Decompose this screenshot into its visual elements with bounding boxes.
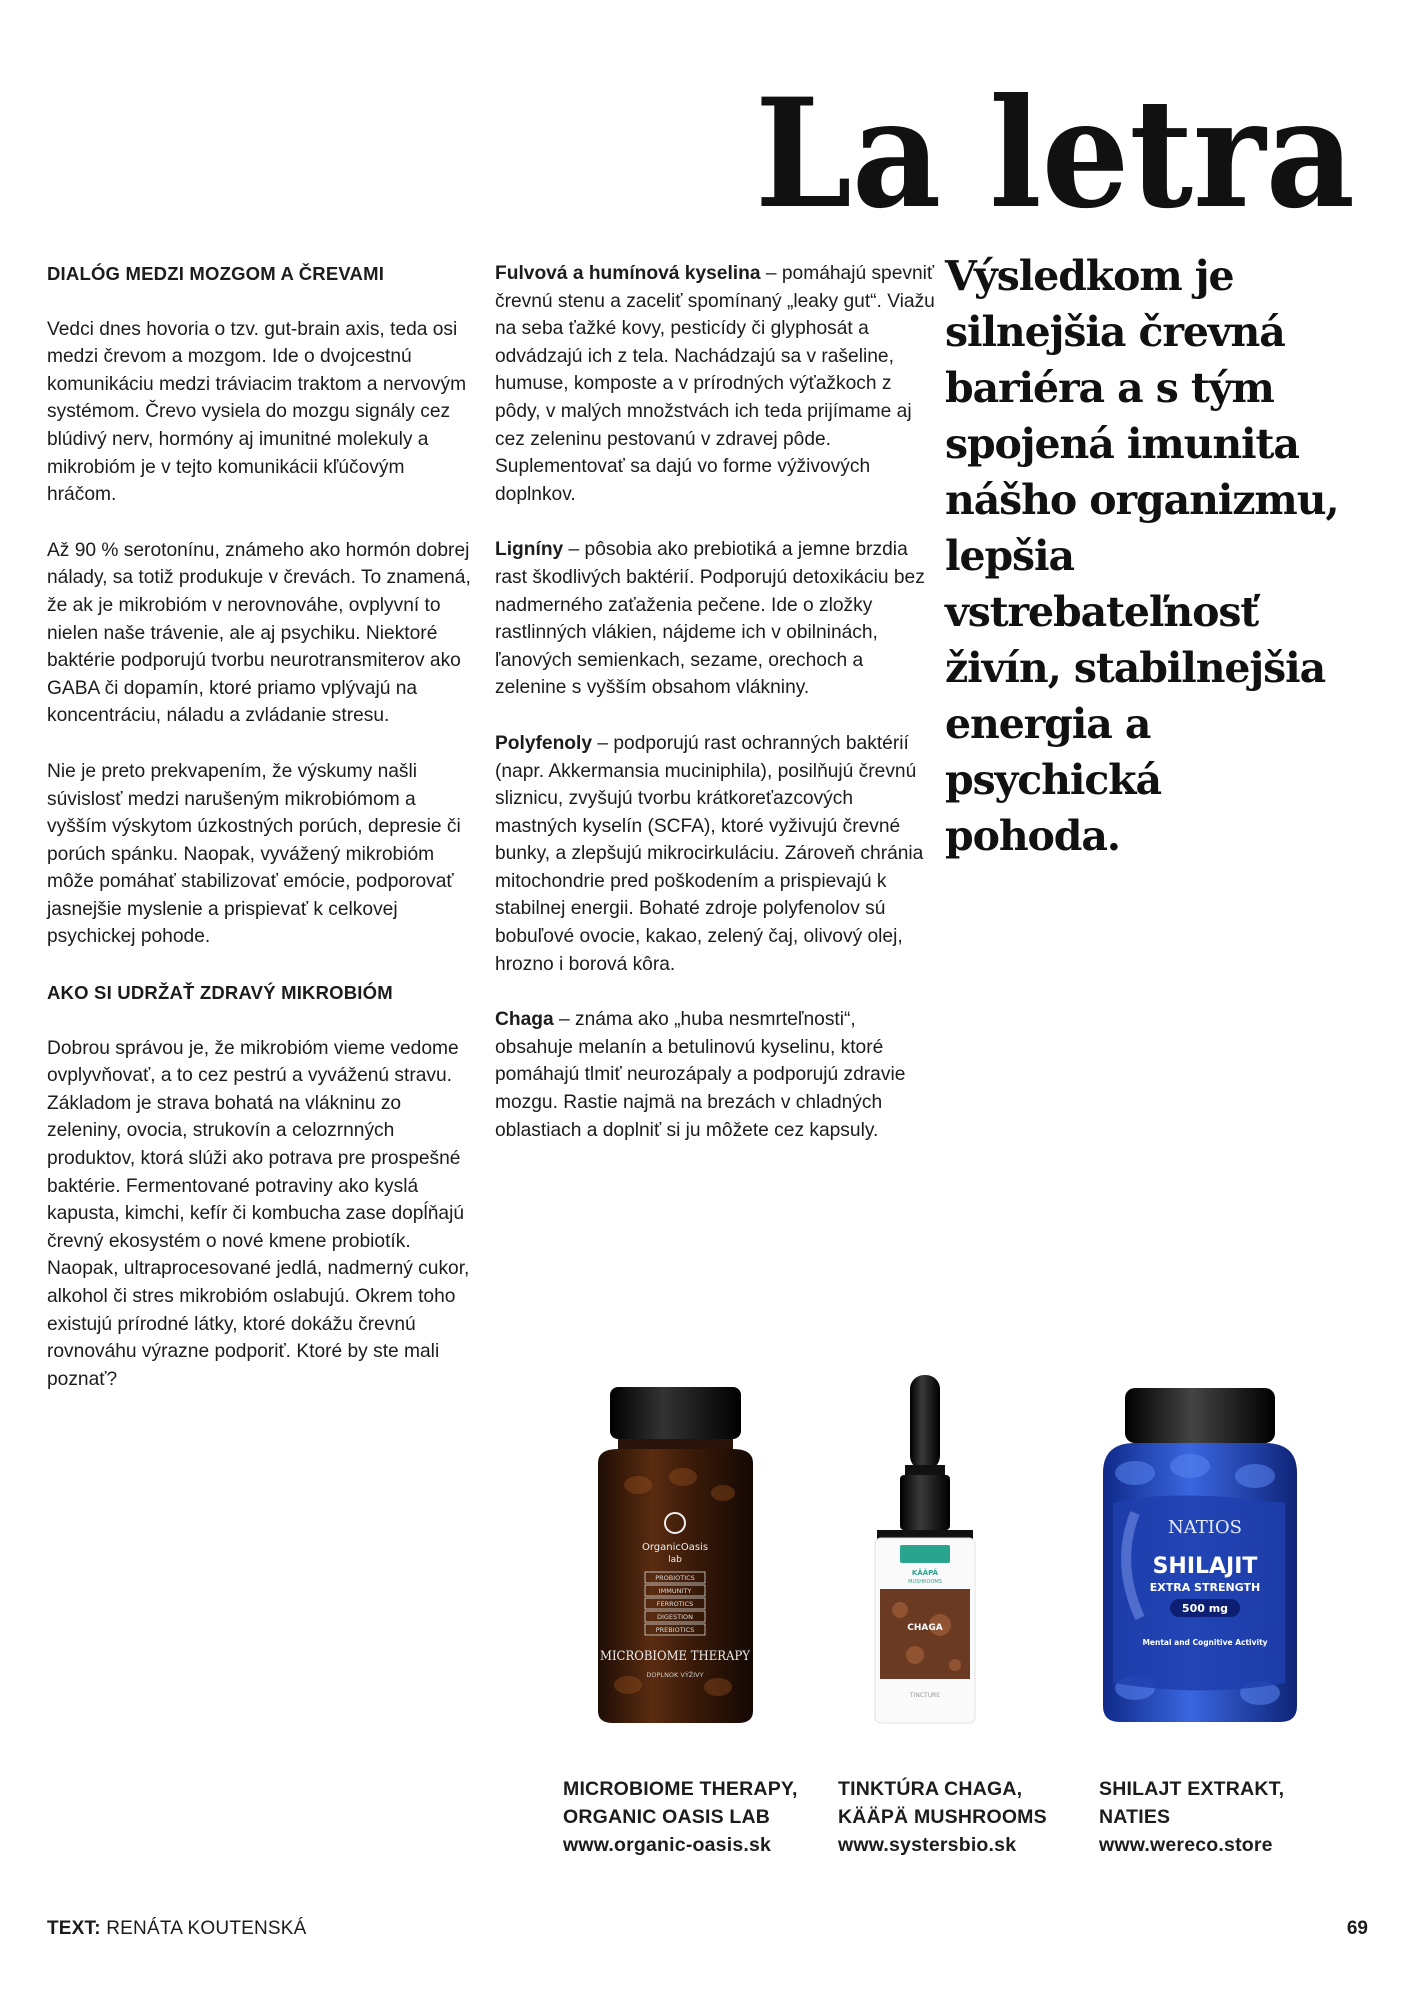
product-name: SHILAJT EXTRAKT,	[1099, 1778, 1285, 1800]
label-sub: lab	[668, 1555, 682, 1565]
label-list-item: IMMUNITY	[658, 1587, 692, 1595]
product-url[interactable]: www.systersbio.sk	[838, 1834, 1017, 1856]
product-brand: NATIES	[1099, 1806, 1171, 1828]
substance-text: – pôsobia ako prebiotiká a jemne brzdia rast škodlivých baktérií. Podporujú detoxikáciu bez nadmerného zaťaženia pečene. Ide o zložky rastlinných vlákien, nájdeme ich v obilninách, ľanových semienkach, sezame, orechoch a zelenine s vyšším obsahom vlákniny.	[495, 539, 925, 699]
label-brand: NATIOS	[1168, 1517, 1242, 1538]
label-dose: 500 mg	[1181, 1602, 1229, 1615]
product-brand: ORGANIC OASIS LAB	[563, 1806, 771, 1828]
substance-item	[495, 260, 935, 508]
author-credit	[47, 1918, 307, 1940]
substance-text: – podporujú rast ochranných baktérií (napr. Akkermansia muciniphila), posilňujú črevnú sliznicu, zvyšujú tvorbu krátkoreťazcových mastných kyselín (SCFA), ktoré vyživujú črevné bunky, a zlepšujú mikrocirkuláciu. Zároveň chránia mitochondrie pred poškodením a prispievajú k stabilnej energii. Bohaté zdroje polyfenolov sú bobuľové ovocie, kakao, zelený čaj, olivový olej, hrozno i borová kôra.	[495, 732, 924, 975]
page-number: 69	[1346, 1918, 1368, 1939]
substance-item	[495, 1006, 935, 1144]
paragraph: Dobrou správou je, že mikrobióm vieme vedome ovplyvňovať, a to cez pestrú a vyváženú stravu. Základom je strava bohatá na vlákninu zo zeleniny, ovocia, strukovín a celozrnných produktov, ktorá slúži ako potrava pre prospešné baktérie. Fermentované potraviny ako kyslá kapusta, kimchi, kefír či kombucha zase dopĺňajú črevný ekosystém o nové kmene probiotík. Naopak, ultraprocesované jedlá, nadmerný cukor, alkohol či stres mikrobióm oslabujú. Okrem toho existujú prírodné látky, ktoré dokážu črevnú rovnováhu výrazne podporiť. Ktoré by ste mali poznať?	[47, 1037, 470, 1390]
substance-text: – známa ako „huba nesmrteľnosti“, obsahuje melanín a betulinovú kyselinu, ktoré pomáhajú tlmiť neurozápaly a podporujú zdravie mozgu. Rastie najmä na brezách v chladných oblastiach a doplniť si ju môžete cez kapsuly.	[495, 1009, 906, 1141]
product-url[interactable]: www.wereco.store	[1099, 1834, 1273, 1856]
article-column-1	[47, 260, 472, 1421]
substance-term: Polyfenoly	[495, 732, 593, 754]
label-brand: OrganicOasis	[641, 1542, 709, 1553]
paragraph: Nie je preto prekvapením, že výskumy našli súvislosť medzi narušeným mikrobiómom a vyšším výskytom úzkostných porúch, depresie či porúch spánku. Naopak, vyvážený mikrobióm môže pomáhať stabilizovať emócie, podporovať jasnejšie myslenie a prispievať k celkovej psychickej pohode.	[47, 760, 461, 948]
pull-quote: Výsledkom je silnejšia črevná bariéra a s tým spojená imunita nášho organizmu, lepšia vstrebateľnosť živín, stabilnejšia energia a psychická pohoda.	[945, 252, 1339, 860]
product-caption-chaga	[838, 1775, 1047, 1859]
credit-name: RENÁTA KOUTENSKÁ	[106, 1918, 307, 1939]
masthead-title: La letra	[755, 86, 1355, 226]
product-image-chaga-tincture	[870, 1375, 980, 1725]
label-title: MICROBIOME THERAPY	[600, 1649, 751, 1664]
label-list-item: PROBIOTICS	[655, 1574, 695, 1582]
substance-item	[495, 730, 935, 978]
product-name: MICROBIOME THERAPY,	[563, 1778, 798, 1800]
product-name: TINKTÚRA CHAGA,	[838, 1778, 1023, 1800]
product-image-shilajit	[1095, 1388, 1305, 1725]
masthead-logo	[755, 86, 1355, 226]
label-sub: EXTRA STRENGTH	[1149, 1581, 1261, 1594]
label-footer: DOPLNOK VÝŽIVY	[646, 1671, 704, 1679]
label-list-item: DIGESTION	[656, 1613, 694, 1621]
substance-item	[495, 536, 935, 702]
paragraph: Vedci dnes hovoria o tzv. gut-brain axis, teda osi medzi črevom a mozgom. Ide o dvojcestnú komunikáciu medzi tráviacim traktom a nervovým systémom. Črevo vysiela do mozgu signály cez blúdivý nerv, hormóny aj imunitné molekuly a mikrobióm je v tejto komunikácii kľúčovým hráčom.	[47, 318, 467, 506]
credit-label: TEXT:	[47, 1918, 101, 1939]
substance-term: Chaga	[495, 1009, 554, 1031]
label-list-item: PREBIOTICS	[655, 1626, 695, 1634]
article-column-2	[495, 260, 935, 1172]
label-footer: TINCTURE	[909, 1692, 941, 1699]
product-image-microbiome-therapy	[588, 1385, 763, 1725]
section-heading-microbiome: AKO SI UDRŽAŤ ZDRAVÝ MIKROBIÓM	[47, 982, 393, 1004]
product-url[interactable]: www.organic-oasis.sk	[563, 1834, 772, 1856]
label-brand: KÄÄPÄ	[911, 1569, 939, 1577]
paragraph: Až 90 % serotonínu, známeho ako hormón dobrej nálady, sa totiž produkuje v črevách. To znamená, že ak je mikrobióm v nerovnováhe, ovplyvní to nielen naše trávenie, ale aj psychiku. Niektoré baktérie podporujú tvorbu neurotransmiterov ako GABA či dopamín, ktoré priamo vplývajú na koncentráciu, náladu a zvládanie stresu.	[47, 539, 471, 727]
product-brand: KÄÄPÄ MUSHROOMS	[838, 1806, 1047, 1828]
label-list-item: FERROTICS	[656, 1600, 694, 1608]
substance-term: Ligníny	[495, 539, 564, 561]
label-footer: Mental and Cognitive Activity	[1142, 1638, 1268, 1647]
substance-term: Fulvová a humínová kyselina	[495, 263, 761, 284]
substance-text: – pomáhajú spevniť črevnú stenu a zaceliť spomínaný „leaky gut“. Viažu na seba ťažké kovy, pesticídy či glyphosát a odvádzajú ich z tela. Nachádzajú sa v rašeline, humuse, komposte a v prírodných výťažkoch z pôdy, v malých množstvách ich teda prijímame aj cez zeleninu pestovanú v zdravej pôde. Suplementovať sa dajú vo forme výživových doplnkov.	[495, 263, 935, 505]
label-title: CHAGA	[907, 1623, 943, 1633]
label-title: SHILAJIT	[1152, 1554, 1258, 1579]
section-heading-gut-brain: DIALÓG MEDZI MOZGOM A ČREVAMI	[47, 263, 385, 284]
product-caption-microbiome-therapy	[563, 1775, 798, 1859]
label-sub: MUSHROOMS	[908, 1579, 942, 1585]
product-caption-shilajit	[1099, 1775, 1284, 1859]
